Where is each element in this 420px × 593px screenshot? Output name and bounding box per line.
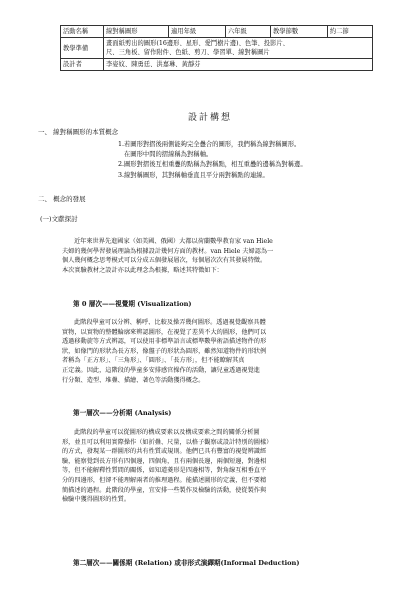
table-cell: 李姿妏、陳勇廷、洪嘉琳、黃靜芬 <box>104 59 373 71</box>
table-cell: 六年級 <box>225 26 270 38</box>
table-cell: 適用年級 <box>169 26 226 38</box>
table-cell: 線對稱圖形 <box>104 26 169 38</box>
table-cell: 教學節數 <box>270 26 327 38</box>
level-2-heading: 第二層次——關係期 (Relation) 或非形式演繹期(Informal Deduction) <box>73 559 300 567</box>
table-row <box>61 26 373 38</box>
text-line: 狀，如像門的形狀為長方形，像盤子的形狀為圓形，雖然知道物件的形狀例 <box>62 347 267 355</box>
prep-line-2: 尺、三角板、留作附件、色紙、剪刀、學習單、線對稱圖片 <box>106 49 270 56</box>
text-line: 行分類、造型、堆疊、描繪、著色等活動獲得概念。 <box>62 376 205 384</box>
subsection-heading: (一)文獻探討 <box>40 215 78 223</box>
page-title: 設計構想 <box>187 113 232 123</box>
text-line: 驗，能察覺到長方形有四個邊，四個角，且有兩個長邊，兩個短邊，對邊相 <box>62 457 267 465</box>
text-line: 簡描述的過程。此階段的學童，宜安排一些製作及檢驗的活動，使從製作與 <box>62 486 267 494</box>
text-line: 此階段的學童可以從圖形的構成要素以及構成要素之間的關係分析圖 <box>74 429 260 436</box>
text-line: 本次實驗教材之設計亦以此理念為根據，略述其特徵如下： <box>62 266 223 274</box>
table-row <box>61 59 373 71</box>
table-cell <box>104 38 373 59</box>
section-heading-1: 一、 線對稱圖形的本質概念 <box>38 128 119 136</box>
text-line: 個人幾何概念思考模式可以分成五個發展層次，每個層次次有其發展特徵。 <box>62 257 267 265</box>
paragraph-intro <box>62 237 375 275</box>
level-1-heading: 第一層次——分析期 (Analysis) <box>73 409 172 417</box>
paragraph-level-1 <box>62 428 375 505</box>
text-line: 正定義。因此，這階段的學童多安排感官操作的活動，讓兒童透過視覺進 <box>62 366 260 374</box>
paragraph-level-0 <box>62 318 375 385</box>
table-cell: 活動名稱 <box>61 26 104 38</box>
text-line: 的方式，發現某一群圖形的共有性質或規則。他們已具有豐富的視覺辨識經 <box>62 448 267 456</box>
activity-info-table <box>60 25 373 71</box>
table-cell: 教學準備 <box>61 38 104 59</box>
text-line: 形，並且可以利用實際操作（如折疊、尺量，以格子觀察或設計特別的圖樣） <box>62 438 273 446</box>
text-line: 近年來世界先進國家（如美國、俄國）大都以荷蘭數學教育家 van Hiele <box>74 238 273 245</box>
prep-line-1: 畫面紙剪出的圖形(16邊形、星形、愛鬥樹片邊)、色筆、投影片、 <box>106 40 289 47</box>
text-line: 檢驗中獲得圖形的性質。 <box>62 496 131 504</box>
list-item: 在圖形中間的摺線稱為對稱軸。 <box>124 151 213 158</box>
section-heading-2: 二、 概念的發展 <box>38 195 86 203</box>
text-line: 等，但不能解釋性質間的關係，如知道菱形是四邊相等，對角線互相垂直平 <box>62 467 267 475</box>
text-line: 實物，以實物的整體輪廓來辨認圖形，在視覺了差異不大的圖形，他們可以 <box>62 328 267 336</box>
list-item: 1.若圖形對摺後兩側能夠完全疊合的圖形，我們稱為線對稱圖形。 <box>118 141 301 148</box>
table-row <box>61 38 373 59</box>
text-line: 分的四邊形，但卻不能理解兩者的推理過程。能描述圖形的定義，但不要精 <box>62 476 267 484</box>
list-item: 3.線對稱圖形，其對稱軸垂直且平分兩對稱點的連線。 <box>118 172 269 179</box>
list-item: 2.圖形對摺後互相重疊的點稱為對稱點，相互重疊的邊稱為對稱邊。 <box>118 161 307 168</box>
text-line: 者稱為「正方形」、「三角形」、「圓形」、「長方形」，但不能瞭解其真 <box>62 357 245 365</box>
text-line: 透過移動旋等方式辨認，可以使用非標準語言或標準數學術語描述物件的形 <box>62 338 267 346</box>
text-line: 夫婦的幾何學習發展理論為根據設計幾何方面的教材。van Hiele 夫婦認為一 <box>62 247 274 255</box>
text-line: 此階段學童可以分辨、稱呼、比較及操弄幾何圖形。透過視覺觀察具體 <box>74 319 266 326</box>
table-cell: 約二節 <box>327 26 372 38</box>
level-0-heading: 第 0 層次——視覺期 (Visualization) <box>73 300 192 308</box>
table-cell: 設計者 <box>61 59 104 71</box>
